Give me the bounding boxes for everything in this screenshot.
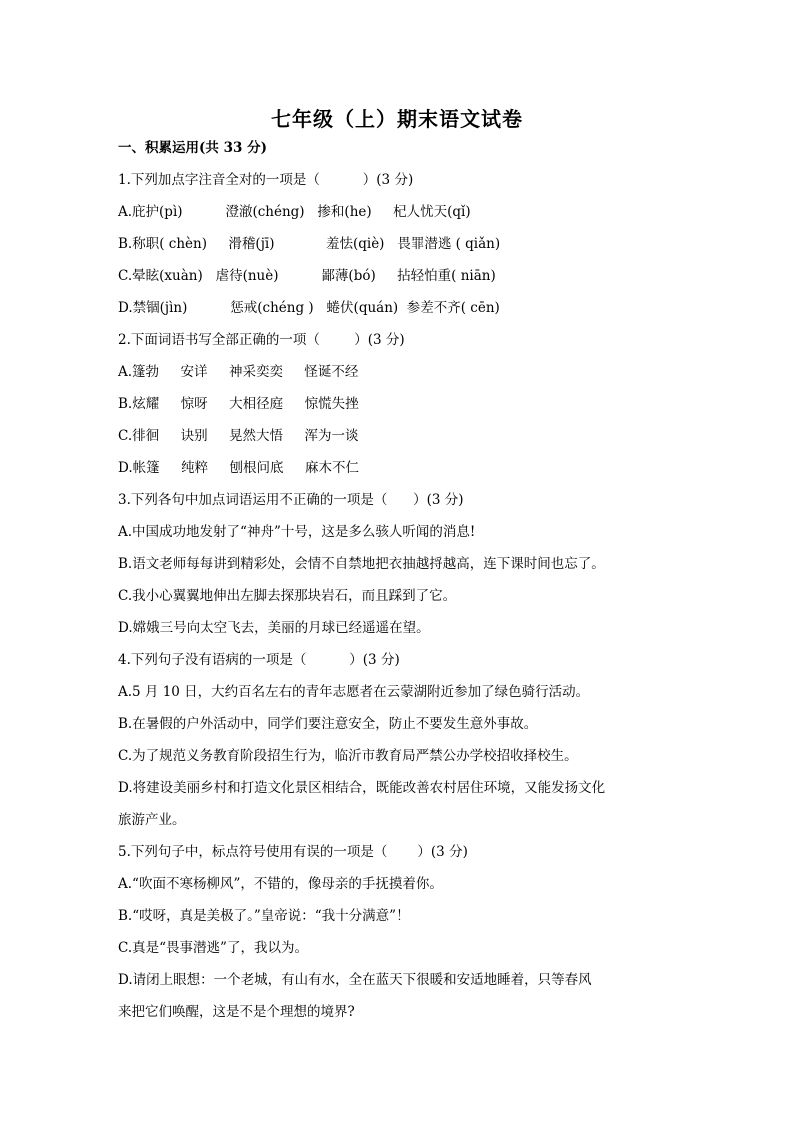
question-5-option-b: B.“哎呀，真是美极了。”皇帝说：“我十分满意”！ bbox=[118, 908, 410, 924]
question-3-option-d: D.嫦娥三号向太空飞去，美丽的月球已经遥遥在望。 bbox=[118, 620, 430, 636]
question-4-option-c: C.为了规范义务教育阶段招生行为，临沂市教育局严禁公办学校招收择校生。 bbox=[118, 748, 578, 764]
question-4-option-a: A.5 月 10 日，大约百名左右的青年志愿者在云蒙湖附近参加了绿色骑行活动。 bbox=[118, 684, 590, 700]
question-5-option-d: D.请闭上眼想：一个老城，有山有水，全在蓝天下很暖和安适地睡着，只等春风 bbox=[118, 972, 592, 988]
question-2-option-c: C.徘徊 诀别 晃然大悟 浑为一谈 bbox=[118, 428, 359, 444]
question-2-option-a: A.篷勃 安详 神采奕奕 怪诞不经 bbox=[118, 364, 359, 380]
question-4-stem: 4.下列句子没有语病的一项是（ ）(3 分) bbox=[118, 652, 400, 668]
question-5-option-a: A.“吹面不寒杨柳风”，不错的，像母亲的手抚摸着你。 bbox=[118, 876, 443, 892]
question-3-option-a: A.中国成功地发射了“神舟”十号，这是多么骇人听闻的消息! bbox=[118, 524, 476, 540]
question-1-option-d: D.禁锢(jìn) 惩戒(chéng ) 蜷伏(quán) 参差不齐( cēn) bbox=[118, 300, 500, 316]
page-title: 七年级（上）期末语文试卷 bbox=[271, 107, 523, 131]
question-4-option-d-continued: 旅游产业。 bbox=[118, 812, 186, 828]
question-1-option-a: A.庇护(pì) 澄澈(chéng) 掺和(he) 杞人忧天(qǐ) bbox=[118, 204, 471, 220]
question-5-option-d-continued: 来把它们唤醒，这是不是个理想的境界? bbox=[118, 1004, 355, 1020]
question-2-option-b: B.炫耀 惊呀 大相径庭 惊慌失挫 bbox=[118, 396, 359, 412]
question-4-option-d: D.将建设美丽乡村和打造文化景区相结合，既能改善农村居住环境，又能发扬文化 bbox=[118, 780, 606, 796]
question-1-option-c: C.晕眩(xuàn) 虐待(nuè) 鄙薄(bó) 拈轻怕重( niān) bbox=[118, 268, 496, 284]
question-5-option-c: C.真是“畏事潜逃”了，我以为。 bbox=[118, 940, 308, 956]
question-2-option-d: D.帐篷 纯粹 刨根问底 麻木不仁 bbox=[118, 460, 360, 476]
question-3-option-b: B.语文老师每每讲到精彩处，会情不自禁地把衣抽越捋越高，连下课时间也忘了。 bbox=[118, 556, 605, 572]
question-3-option-c: C.我小心翼翼地伸出左脚去探那块岩石，而且踩到了它。 bbox=[118, 588, 457, 604]
question-5-stem: 5.下列句子中，标点符号使用有误的一项是（ ）(3 分) bbox=[118, 844, 468, 860]
question-1-option-b: B.称职( chèn) 滑稽(jī) 羞怯(qiè) 畏罪潜逃 ( qiǎn) bbox=[118, 236, 501, 252]
question-2-stem: 2.下面词语书写全部正确的一项（ ）(3 分) bbox=[118, 332, 405, 348]
section-heading: 一、积累运用(共 33 分) bbox=[118, 140, 267, 156]
question-3-stem: 3.下列各句中加点词语运用不正确的一项是（ ）(3 分) bbox=[118, 492, 464, 508]
question-4-option-b: B.在暑假的户外活动中，同学们要注意安全，防止不要发生意外事故。 bbox=[118, 716, 538, 732]
question-1-stem: 1.下列加点字注音全对的一项是（ ）(3 分) bbox=[118, 172, 414, 188]
